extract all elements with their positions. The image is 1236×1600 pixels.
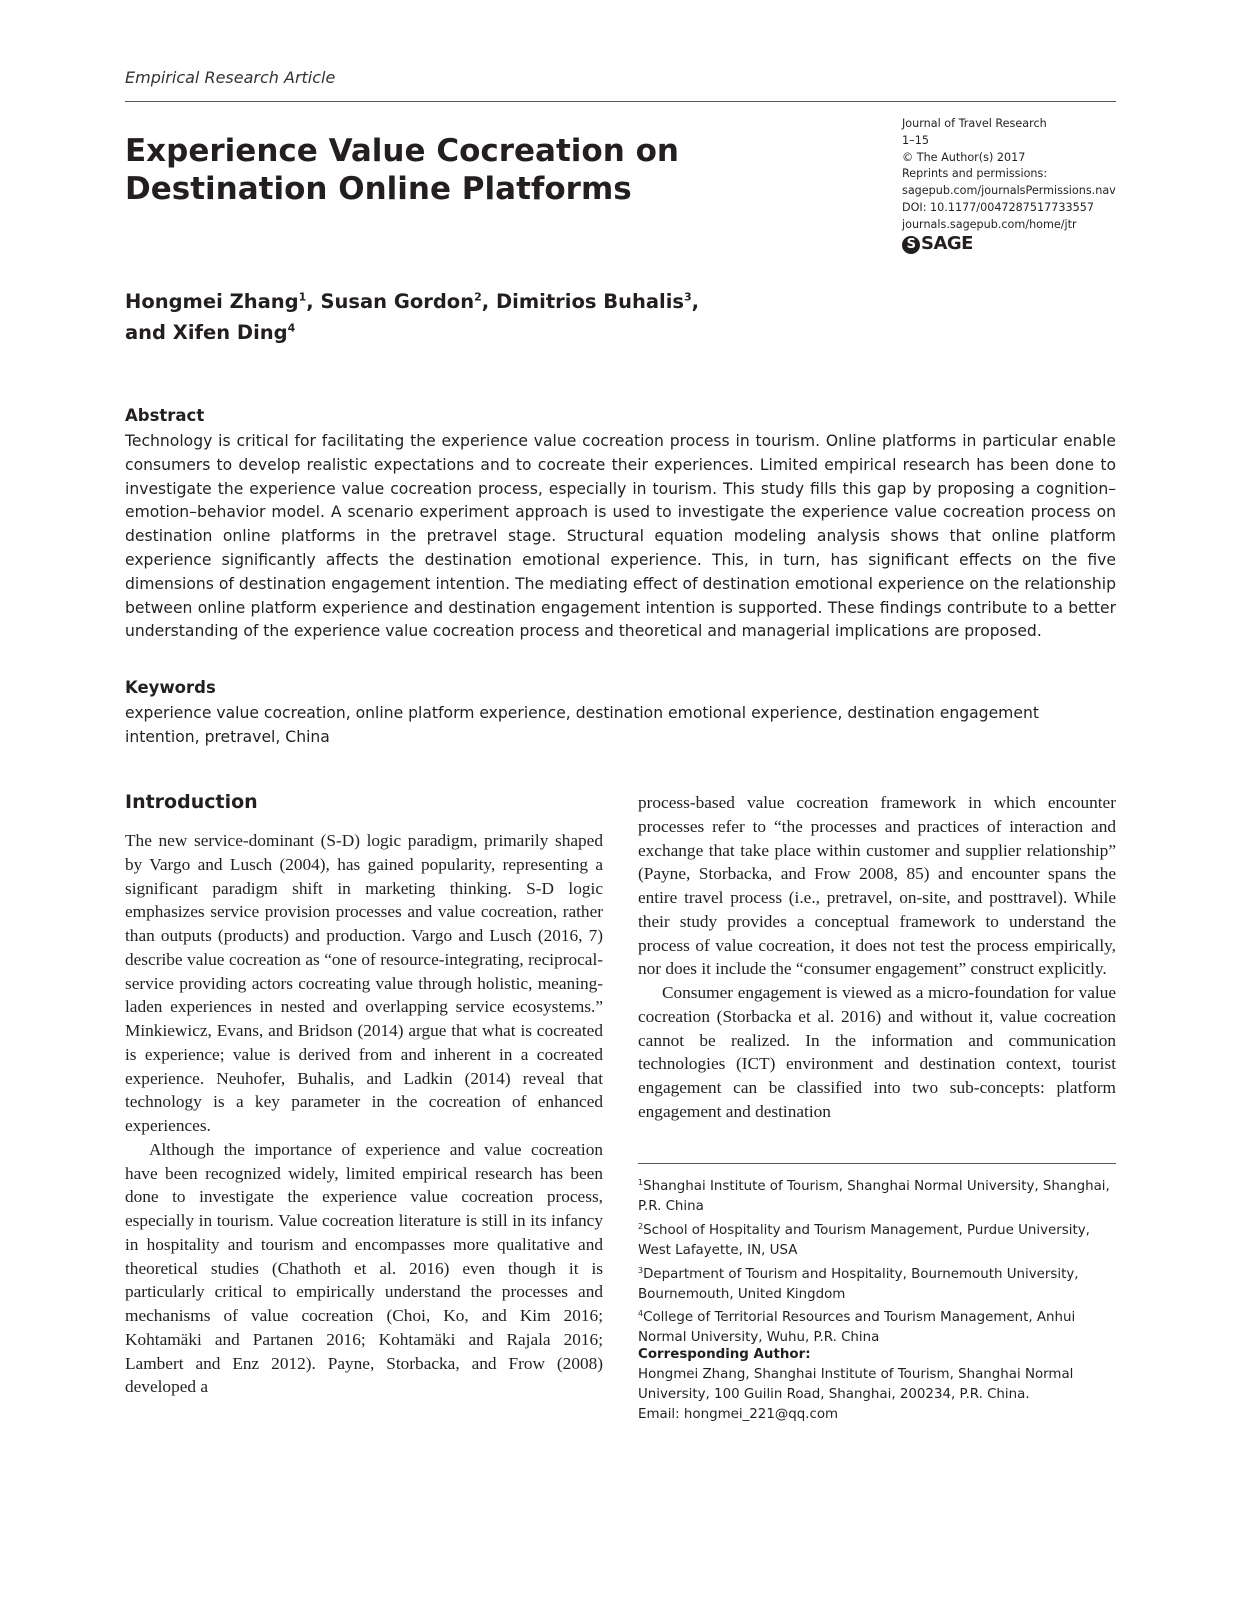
author: and Xifen Ding$^4$ [125, 321, 296, 344]
abstract-text: Technology is critical for facilitating the experience value cocreation process in tourism. Online platforms in particular enable consumers to develop realistic expectations and to cocreate their experiences. Limited empirical research has been done to investigate the experience value cocreation process, especially in tourism. This study fills this gap by proposing a cognition–emotion–behavior model. A scenario experiment approach is used to investigate the experience value cocreation process on destination online platforms in the pretravel stage. Structural equation modeling analysis shows that online platform experience significantly affects the destination emotional experience. This, in turn, has significant effects on the five dimensions of destination engagement intention. The mediating effect of destination emotional experience on the relationship between online platform experience and destination engagement intention is supported. These findings contribute to a better understanding of the experience value cocreation process and theoretical and managerial implications are proposed. [125, 432, 1116, 641]
author-list [125, 283, 765, 346]
journal-name: Journal of Travel Research [902, 117, 1047, 130]
author: Dimitrios Buhalis$^3$, [495, 289, 700, 313]
affiliation-item: $^1$Shanghai Institute of Tourism, Shanghai Normal University, Shanghai, P.R. China [638, 1178, 1110, 1214]
body-paragraph: Although the importance of experience and value cocreation have been recognized widely, limited empirical research has been done to investigate the experience value cocreation process, especially in tourism. Value cocreation literature is still in its infancy in hospitality and tourism and encompasses more qualitative and theoretical studies (Chathoth et al. 2016) even though it is particularly critical to empirically understand the processes and mechanisms of value cocreation (Choi, Ko, and Kim 2016; Kohtamäki and Partanen 2016; Kohtamäki and Rajala 2016; Lambert and Enz 2012). Payne, Storbacka, and Frow (2008) developed a [125, 1139, 603, 1397]
left-column [125, 829, 603, 1399]
abstract-heading: Abstract [125, 406, 205, 425]
author: Hongmei Zhang$^1$, [125, 289, 321, 313]
affiliation-item: $^4$College of Territorial Resources and Tourism Management, Anhui Normal University, Wuhu, P.R. China [638, 1309, 1076, 1346]
corresponding-author-email[interactable]: Email: hongmei_221@qq.com [638, 1407, 839, 1422]
permissions-link[interactable]: sagepub.com/journalsPermissions.nav [902, 184, 1116, 198]
sage-logo [902, 233, 1122, 255]
corresponding-author [638, 1345, 1116, 1425]
introduction-heading: Introduction [125, 791, 258, 813]
doi-link[interactable]: DOI: 10.1177/0047287517733557 [902, 200, 1094, 214]
author: Susan Gordon$^2$, [320, 289, 496, 313]
corresponding-author-heading: Corresponding Author: [638, 1347, 811, 1362]
sage-wordmark: SAGE [921, 233, 973, 255]
body-paragraph: process-based value cocreation framework in which encounter processes refer to “the processes and practices of interaction and exchange that take place within customer and supplier relationship” (Payne, Storbacka, and Frow 2008, 85) and encounter spans the entire travel process (i.e., pretravel, on-site, and posttravel). While their study provides a conceptual framework to understand the process of value cocreation, it does not test the process empirically, nor does it include the “consumer engagement” construct explicitly. [638, 793, 1116, 979]
journal-pages: 1–15 [902, 133, 929, 147]
affiliations [638, 1173, 1116, 1348]
keywords-heading: Keywords [125, 678, 216, 697]
body-paragraph: Consumer engagement is viewed as a micro-foundation for value cocreation (Storbacka et al. 2016) and without it, value cocreation cannot be realized. In the information and communication technologies (ICT) environment and destination context, tourist engagement can be classified into two sub-concepts: platform engagement and destination [638, 983, 1116, 1121]
journal-info [902, 116, 1122, 254]
body-paragraph: The new service-dominant (S-D) logic paradigm, primarily shaped by Vargo and Lusch (2004), has gained popularity, representing a significant paradigm shift in marketing thinking. S-D logic emphasizes service provision processes and value cocreation, rather than outputs (products) and production. Vargo and Lusch (2016, 7) describe value cocreation as “one of resource-integrating, reciprocal-service providing actors cocreating value through holistic, meaning-laden experiences in nested and overlapping service ecosystems.” Minkiewicz, Evans, and Bridson (2014) argue that what is cocreated is experience; value is derived from and inherent in a cocreated experience. Neuhofer, Buhalis, and Ladkin (2014) reveal that technology is a key parameter in the cocreation of enhanced experiences. [125, 831, 603, 1135]
footnote-divider [638, 1163, 1116, 1164]
journal-home-link[interactable]: journals.sagepub.com/home/jtr [902, 217, 1077, 231]
sage-s-icon: S [902, 236, 920, 254]
affiliation-item: $^2$School of Hospitality and Tourism Management, Purdue University, West Lafayette, IN, USA [638, 1221, 1090, 1258]
copyright-line: © The Author(s) 2017 [902, 150, 1026, 164]
affiliation-item: $^3$Department of Tourism and Hospitality, Bournemouth University, Bournemouth, United Kingdom [638, 1265, 1079, 1302]
article-type-label: Empirical Research Article [125, 68, 336, 87]
reprints-line: Reprints and permissions: [902, 167, 1048, 181]
right-column [638, 791, 1116, 1124]
article-title: Experience Value Cocreation on Destination Online Platforms [125, 133, 679, 207]
keywords-text: experience value cocreation, online platform experience, destination emotional experience, destination engagement intention, pretravel, China [125, 704, 1039, 746]
header-divider [125, 101, 1116, 102]
corresponding-author-address: Hongmei Zhang, Shanghai Institute of Tourism, Shanghai Normal University, 100 Guilin Road, Shanghai, 200234, P.R. China. [638, 1367, 1074, 1402]
